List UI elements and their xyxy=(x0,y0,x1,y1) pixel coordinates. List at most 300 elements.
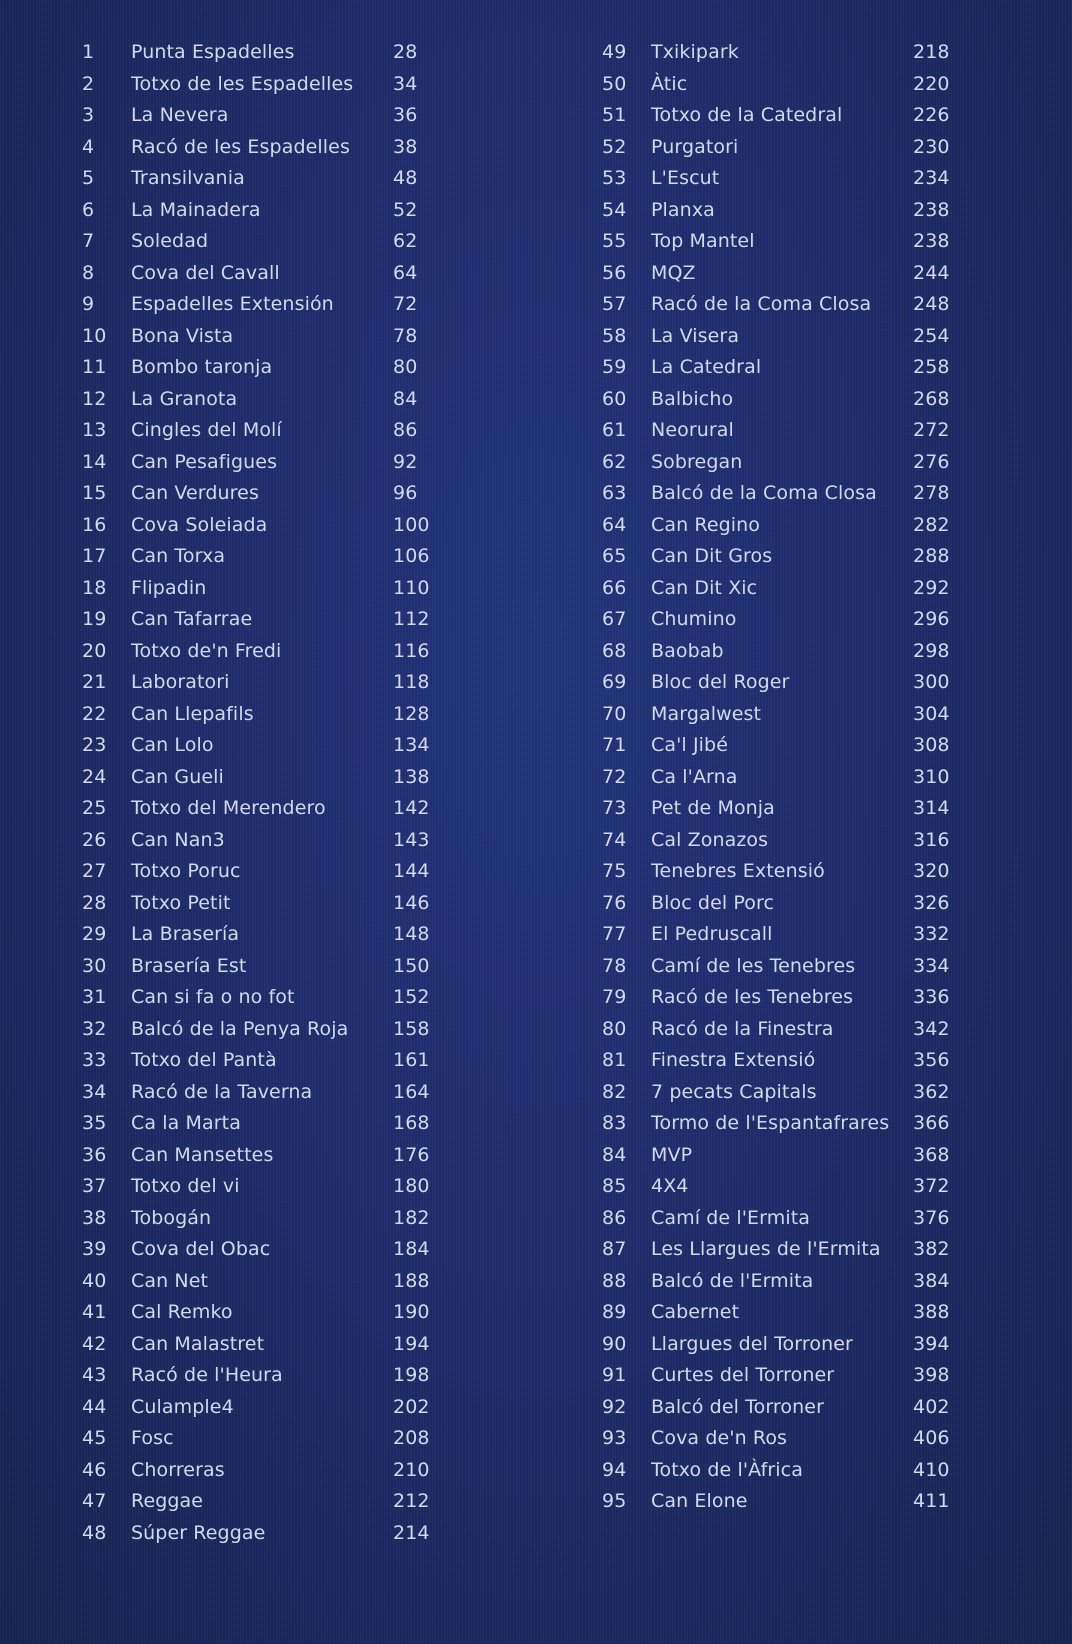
page-number: 64 xyxy=(393,261,418,284)
page-number: 86 xyxy=(393,419,418,441)
entry-number: 45 xyxy=(82,1427,107,1449)
sector-name: Can si fa o no fot xyxy=(131,986,295,1008)
index-entry xyxy=(78,447,438,479)
index-entry xyxy=(78,1234,438,1266)
entry-number: 68 xyxy=(602,639,627,662)
index-entry xyxy=(598,762,958,794)
page-number: 28 xyxy=(393,41,418,63)
index-entry xyxy=(78,321,438,353)
entry-number: 65 xyxy=(602,545,627,567)
index-entry xyxy=(598,604,958,636)
index-entry xyxy=(598,384,958,416)
index-entry xyxy=(598,793,958,825)
index-entry xyxy=(78,289,438,321)
index-entry xyxy=(78,667,438,699)
entry-number: 72 xyxy=(602,765,627,788)
index-entry xyxy=(598,1140,958,1172)
sector-name: Cova del Cavall xyxy=(131,261,280,284)
entry-number: 33 xyxy=(82,1049,107,1071)
page-number: 316 xyxy=(913,828,950,851)
sector-name: Brasería Est xyxy=(131,954,247,977)
page-number: 134 xyxy=(393,734,430,756)
page-number: 48 xyxy=(393,167,418,189)
index-entry xyxy=(78,1297,438,1329)
index-entry xyxy=(78,163,438,195)
index-entry xyxy=(598,1486,958,1518)
page-number: 142 xyxy=(393,797,430,819)
index-column-right xyxy=(598,37,958,1518)
sector-name: Ca'l Jibé xyxy=(651,734,728,756)
entry-number: 50 xyxy=(602,72,627,95)
page-number: 96 xyxy=(393,482,418,504)
entry-number: 76 xyxy=(602,891,627,914)
index-entry xyxy=(78,37,438,69)
sector-name: Totxo de l'Àfrica xyxy=(651,1458,803,1481)
sector-name: Can Torxa xyxy=(131,545,226,567)
page-number: 38 xyxy=(393,135,418,158)
sector-name: Racó de les Espadelles xyxy=(131,135,350,158)
sector-name: La Nevera xyxy=(131,104,229,126)
sector-name: Racó de la Taverna xyxy=(131,1080,313,1103)
entry-number: 64 xyxy=(602,513,627,536)
index-entry xyxy=(598,1171,958,1203)
sector-name: Tenebres Extensió xyxy=(651,860,825,882)
entry-number: 57 xyxy=(602,293,627,315)
page-number: 112 xyxy=(393,608,430,630)
page-number: 366 xyxy=(913,1112,950,1134)
index-entry xyxy=(598,1423,958,1455)
page-number: 52 xyxy=(393,198,418,221)
index-entry xyxy=(598,415,958,447)
entry-number: 89 xyxy=(602,1301,627,1323)
sector-name: Can Llepafils xyxy=(131,702,254,725)
sector-name: Can Pesafigues xyxy=(131,450,278,473)
sector-name: Camí de l'Ermita xyxy=(651,1206,810,1229)
sector-name: L'Escut xyxy=(651,167,720,189)
page-number: 368 xyxy=(913,1143,950,1166)
sector-name: Balcó de la Penya Roja xyxy=(131,1017,349,1040)
entry-number: 25 xyxy=(82,797,107,819)
index-entry xyxy=(598,37,958,69)
index-entry xyxy=(598,919,958,951)
sector-name: Balcó del Torroner xyxy=(651,1395,824,1418)
entry-number: 9 xyxy=(82,293,95,315)
index-entry xyxy=(598,825,958,857)
index-entry xyxy=(78,69,438,101)
index-entry xyxy=(78,195,438,227)
page-number: 128 xyxy=(393,702,430,725)
sector-name: Totxo del Merendero xyxy=(131,797,326,819)
index-entry xyxy=(78,1108,438,1140)
entry-number: 82 xyxy=(602,1080,627,1103)
entry-number: 79 xyxy=(602,986,627,1008)
entry-number: 6 xyxy=(82,198,95,221)
sector-name: Can Dit Gros xyxy=(651,545,773,567)
sector-name: Cova Soleiada xyxy=(131,513,268,536)
page-number: 388 xyxy=(913,1301,950,1323)
page-number: 150 xyxy=(393,954,430,977)
index-entry xyxy=(78,856,438,888)
entry-number: 39 xyxy=(82,1238,107,1260)
entry-number: 12 xyxy=(82,387,107,410)
sector-name: Totxo Petit xyxy=(131,891,231,914)
entry-number: 23 xyxy=(82,734,107,756)
sector-name: Balcó de l'Ermita xyxy=(651,1269,814,1292)
sector-name: Cova del Obac xyxy=(131,1238,271,1260)
sector-name: Ca la Marta xyxy=(131,1112,241,1134)
index-entry xyxy=(78,636,438,668)
sector-name: Bombo taronja xyxy=(131,356,273,378)
sector-name: Racó de les Tenebres xyxy=(651,986,854,1008)
page-number: 158 xyxy=(393,1017,430,1040)
index-entry xyxy=(78,1360,438,1392)
sector-name: Top Mantel xyxy=(651,230,755,252)
index-entry xyxy=(598,163,958,195)
entry-number: 59 xyxy=(602,356,627,378)
index-entry xyxy=(598,1360,958,1392)
page-number: 208 xyxy=(393,1427,430,1449)
entry-number: 60 xyxy=(602,387,627,410)
entry-number: 46 xyxy=(82,1458,107,1481)
entry-number: 22 xyxy=(82,702,107,725)
index-entry xyxy=(598,699,958,731)
entry-number: 44 xyxy=(82,1395,107,1418)
index-entry xyxy=(598,1329,958,1361)
index-entry xyxy=(598,1045,958,1077)
page-number: 334 xyxy=(913,954,950,977)
page-number: 202 xyxy=(393,1395,430,1418)
sector-name: Camí de les Tenebres xyxy=(651,954,856,977)
index-entry xyxy=(598,573,958,605)
sector-name: Cabernet xyxy=(651,1301,740,1323)
entry-number: 81 xyxy=(602,1049,627,1071)
page-number: 168 xyxy=(393,1112,430,1134)
entry-number: 26 xyxy=(82,828,107,851)
sector-name: La Catedral xyxy=(651,356,762,378)
entry-number: 66 xyxy=(602,576,627,599)
page-number: 411 xyxy=(913,1490,950,1512)
index-entry xyxy=(598,478,958,510)
entry-number: 31 xyxy=(82,986,107,1008)
sector-name: Espadelles Extensión xyxy=(131,293,334,315)
index-entry xyxy=(598,541,958,573)
index-entry xyxy=(598,195,958,227)
sector-name: Ca l'Arna xyxy=(651,765,738,788)
page-number: 118 xyxy=(393,671,430,693)
page-number: 110 xyxy=(393,576,430,599)
entry-number: 86 xyxy=(602,1206,627,1229)
page-number: 148 xyxy=(393,923,430,945)
entry-number: 87 xyxy=(602,1238,627,1260)
index-entry xyxy=(78,384,438,416)
sector-name: La Brasería xyxy=(131,923,240,945)
entry-number: 40 xyxy=(82,1269,107,1292)
page-number: 190 xyxy=(393,1301,430,1323)
page-number: 143 xyxy=(393,828,430,851)
entry-number: 80 xyxy=(602,1017,627,1040)
index-entry xyxy=(78,132,438,164)
sector-name: Chorreras xyxy=(131,1458,225,1481)
index-entry xyxy=(598,1203,958,1235)
entry-number: 29 xyxy=(82,923,107,945)
entry-number: 30 xyxy=(82,954,107,977)
sector-name: Finestra Extensió xyxy=(651,1049,816,1071)
page-number: 218 xyxy=(913,41,950,63)
sector-name: Planxa xyxy=(651,198,715,221)
entry-number: 93 xyxy=(602,1427,627,1449)
page-number: 220 xyxy=(913,72,950,95)
sector-name: Racó de la Finestra xyxy=(651,1017,834,1040)
page-number: 376 xyxy=(913,1206,950,1229)
sector-name: Neorural xyxy=(651,419,734,441)
index-entry xyxy=(78,793,438,825)
entry-number: 14 xyxy=(82,450,107,473)
sector-name: Can Verdures xyxy=(131,482,259,504)
sector-name: Can Lolo xyxy=(131,734,214,756)
index-entry xyxy=(78,478,438,510)
page-number: 92 xyxy=(393,450,418,473)
sector-name: Fosc xyxy=(131,1427,174,1449)
sector-name: Can Net xyxy=(131,1269,209,1292)
sector-name: Totxo del vi xyxy=(131,1175,240,1197)
entry-number: 77 xyxy=(602,923,627,945)
page-number: 34 xyxy=(393,72,418,95)
index-entry xyxy=(598,1077,958,1109)
page-number: 248 xyxy=(913,293,950,315)
entry-number: 8 xyxy=(82,261,95,284)
entry-number: 91 xyxy=(602,1364,627,1386)
entry-number: 18 xyxy=(82,576,107,599)
index-column-left xyxy=(78,37,438,1549)
entry-number: 16 xyxy=(82,513,107,536)
sector-name: Soledad xyxy=(131,230,209,252)
entry-number: 42 xyxy=(82,1332,107,1355)
entry-number: 36 xyxy=(82,1143,107,1166)
index-entry xyxy=(78,1171,438,1203)
page-number: 292 xyxy=(913,576,950,599)
sector-name: Totxo Poruc xyxy=(131,860,241,882)
sector-name: Totxo de la Catedral xyxy=(651,104,843,126)
page-number: 298 xyxy=(913,639,950,662)
sector-name: Tormo de l'Espantafrares xyxy=(651,1112,890,1134)
entry-number: 92 xyxy=(602,1395,627,1418)
page-number: 234 xyxy=(913,167,950,189)
page-number: 106 xyxy=(393,545,430,567)
entry-number: 49 xyxy=(602,41,627,63)
sector-name: Cal Remko xyxy=(131,1301,233,1323)
entry-number: 10 xyxy=(82,324,107,347)
index-entry xyxy=(598,730,958,762)
index-entry xyxy=(78,762,438,794)
sector-name: Reggae xyxy=(131,1490,204,1512)
entry-number: 15 xyxy=(82,482,107,504)
page-number: 268 xyxy=(913,387,950,410)
page-number: 276 xyxy=(913,450,950,473)
entry-number: 13 xyxy=(82,419,107,441)
index-entry xyxy=(78,541,438,573)
page-number: 332 xyxy=(913,923,950,945)
index-entry xyxy=(78,951,438,983)
index-entry xyxy=(598,667,958,699)
sector-name: Chumino xyxy=(651,608,737,630)
entry-number: 94 xyxy=(602,1458,627,1481)
page-number: 84 xyxy=(393,387,418,410)
index-entry xyxy=(78,226,438,258)
page-number: 161 xyxy=(393,1049,430,1071)
entry-number: 88 xyxy=(602,1269,627,1292)
index-entry xyxy=(78,1203,438,1235)
entry-number: 48 xyxy=(82,1521,107,1544)
entry-number: 52 xyxy=(602,135,627,158)
sector-name: Can Dit Xic xyxy=(651,576,758,599)
entry-number: 5 xyxy=(82,167,95,189)
index-entry xyxy=(598,951,958,983)
entry-number: 74 xyxy=(602,828,627,851)
page-number: 382 xyxy=(913,1238,950,1260)
entry-number: 11 xyxy=(82,356,107,378)
sector-name: Sobregan xyxy=(651,450,743,473)
page-number: 146 xyxy=(393,891,430,914)
index-entry xyxy=(598,510,958,542)
index-entry xyxy=(598,226,958,258)
index-entry xyxy=(78,1455,438,1487)
entry-number: 28 xyxy=(82,891,107,914)
sector-name: Punta Espadelles xyxy=(131,41,295,63)
page-number: 182 xyxy=(393,1206,430,1229)
entry-number: 73 xyxy=(602,797,627,819)
sector-name: Purgatori xyxy=(651,135,739,158)
entry-number: 2 xyxy=(82,72,95,95)
page-number: 372 xyxy=(913,1175,950,1197)
sector-name: 7 pecats Capitals xyxy=(651,1080,817,1103)
page-number: 164 xyxy=(393,1080,430,1103)
entry-number: 53 xyxy=(602,167,627,189)
index-entry xyxy=(598,100,958,132)
index-entry xyxy=(598,982,958,1014)
sector-name: Can Malastret xyxy=(131,1332,265,1355)
sector-name: Totxo del Pantà xyxy=(131,1049,277,1071)
page-number: 188 xyxy=(393,1269,430,1292)
index-entry xyxy=(78,1518,438,1550)
page-number: 304 xyxy=(913,702,950,725)
sector-name: Txikipark xyxy=(651,41,739,63)
index-entry xyxy=(598,1234,958,1266)
page-number: 406 xyxy=(913,1427,950,1449)
index-entry xyxy=(78,982,438,1014)
entry-number: 90 xyxy=(602,1332,627,1355)
entry-number: 3 xyxy=(82,104,95,126)
entry-number: 4 xyxy=(82,135,95,158)
page-number: 258 xyxy=(913,356,950,378)
entry-number: 20 xyxy=(82,639,107,662)
page-number: 282 xyxy=(913,513,950,536)
entry-number: 78 xyxy=(602,954,627,977)
page-number: 336 xyxy=(913,986,950,1008)
page-number: 278 xyxy=(913,482,950,504)
page-number: 138 xyxy=(393,765,430,788)
entry-number: 69 xyxy=(602,671,627,693)
entry-number: 43 xyxy=(82,1364,107,1386)
index-entry xyxy=(598,1108,958,1140)
index-entry xyxy=(598,856,958,888)
page-number: 176 xyxy=(393,1143,430,1166)
entry-number: 17 xyxy=(82,545,107,567)
sector-name: Àtic xyxy=(651,72,688,95)
index-entry xyxy=(598,321,958,353)
entry-number: 75 xyxy=(602,860,627,882)
page-number: 62 xyxy=(393,230,418,252)
entry-number: 84 xyxy=(602,1143,627,1166)
entry-number: 85 xyxy=(602,1175,627,1197)
sector-name: 4X4 xyxy=(651,1175,689,1197)
sector-name: Can Tafarrae xyxy=(131,608,253,630)
sector-name: Cingles del Molí xyxy=(131,419,282,441)
sector-name: Llargues del Torroner xyxy=(651,1332,853,1355)
entry-number: 38 xyxy=(82,1206,107,1229)
entry-number: 47 xyxy=(82,1490,107,1512)
page-number: 152 xyxy=(393,986,430,1008)
sector-name: Súper Reggae xyxy=(131,1521,266,1544)
entry-number: 83 xyxy=(602,1112,627,1134)
index-entry xyxy=(598,1014,958,1046)
entry-number: 61 xyxy=(602,419,627,441)
page-number: 210 xyxy=(393,1458,430,1481)
index-entry xyxy=(78,730,438,762)
sector-name: La Granota xyxy=(131,387,238,410)
sector-name: Balbicho xyxy=(651,387,734,410)
sector-name: Bloc del Porc xyxy=(651,891,775,914)
sector-name: MVP xyxy=(651,1143,693,1166)
index-entry xyxy=(78,352,438,384)
sector-name: Margalwest xyxy=(651,702,762,725)
index-entry xyxy=(78,1266,438,1298)
index-entry xyxy=(78,1423,438,1455)
page-number: 72 xyxy=(393,293,418,315)
entry-number: 24 xyxy=(82,765,107,788)
page-number: 394 xyxy=(913,1332,950,1355)
sector-name: Can Elone xyxy=(651,1490,748,1512)
sector-name: El Pedruscall xyxy=(651,923,773,945)
page-number: 310 xyxy=(913,765,950,788)
page-number: 244 xyxy=(913,261,950,284)
page-number: 398 xyxy=(913,1364,950,1386)
entry-number: 41 xyxy=(82,1301,107,1323)
index-entry xyxy=(598,1266,958,1298)
page-number: 180 xyxy=(393,1175,430,1197)
index-entry xyxy=(78,100,438,132)
index-entry xyxy=(78,415,438,447)
index-entry xyxy=(598,132,958,164)
sector-name: Totxo de les Espadelles xyxy=(131,72,354,95)
sector-name: Can Gueli xyxy=(131,765,224,788)
page-number: 362 xyxy=(913,1080,950,1103)
index-entry xyxy=(598,289,958,321)
index-entry xyxy=(78,510,438,542)
entry-number: 54 xyxy=(602,198,627,221)
index-entry xyxy=(78,825,438,857)
entry-number: 70 xyxy=(602,702,627,725)
index-entry xyxy=(78,1140,438,1172)
entry-number: 51 xyxy=(602,104,627,126)
page-number: 238 xyxy=(913,230,950,252)
sector-name: Laboratori xyxy=(131,671,230,693)
page-number: 78 xyxy=(393,324,418,347)
entry-number: 21 xyxy=(82,671,107,693)
sector-name: Totxo de'n Fredi xyxy=(131,639,282,662)
entry-number: 56 xyxy=(602,261,627,284)
entry-number: 55 xyxy=(602,230,627,252)
page-number: 296 xyxy=(913,608,950,630)
